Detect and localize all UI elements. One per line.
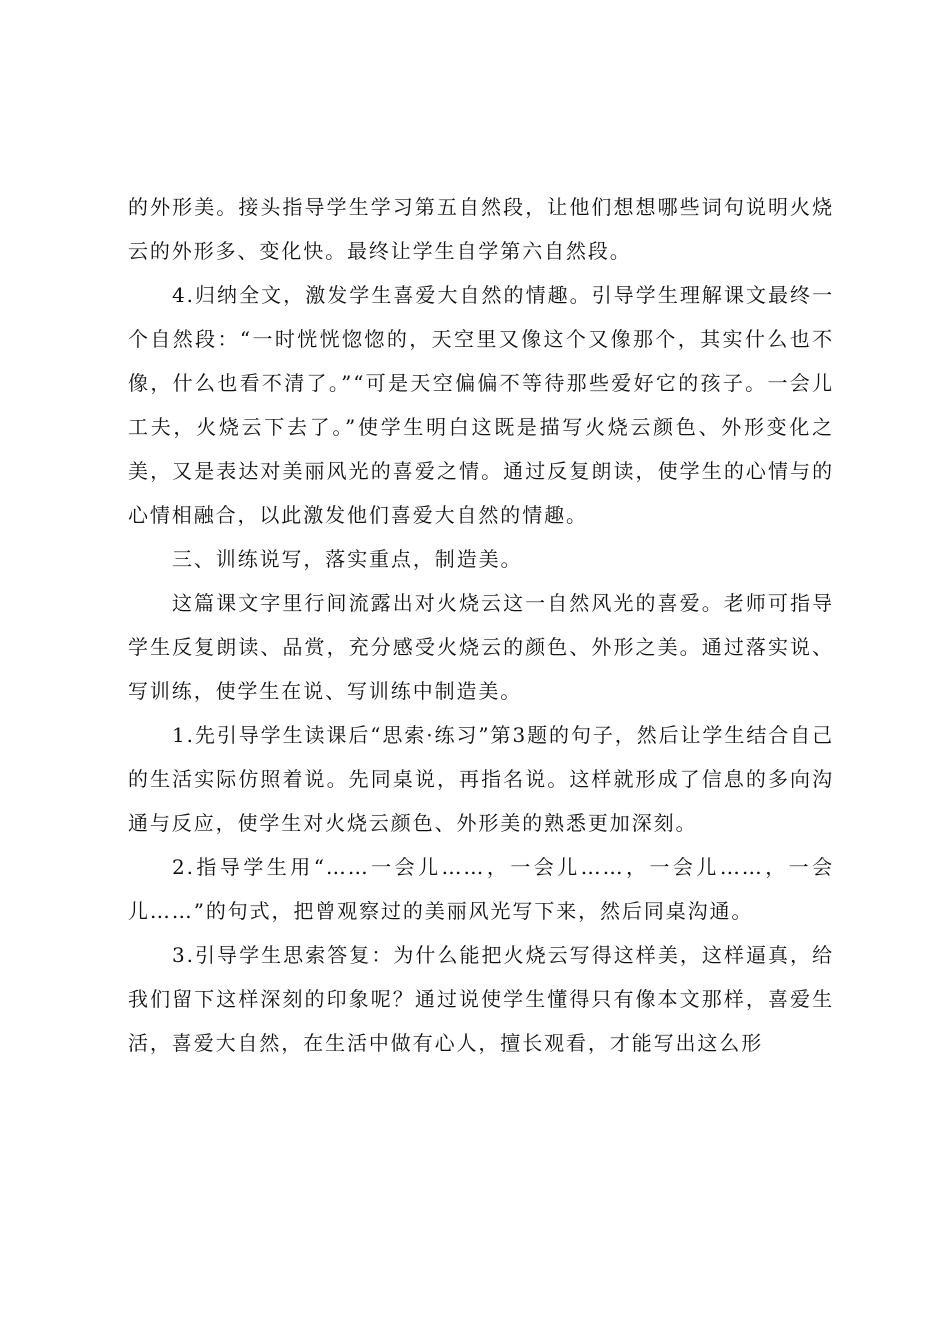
paragraph-item-3: 3.引导学生思索答复：为什么能把火烧云写得这样美，这样逼真，给我们留下这样深刻的印象呢？通过说使学生懂得只有像本文那样，喜爱生活，喜爱大自然，在生活中做有心人，擅长观看，才能写出这么形: [128, 943, 834, 1055]
paragraph-section-3-intro: 这篇课文字里行间流露出对火烧云这一自然风光的喜爱。老师可指导学生反复朗读、品赏，充分感受火烧云的颜色、外形之美。通过落实说、写训练，使学生在说、写训练中制造美。: [128, 591, 834, 703]
document-body: [128, 185, 834, 1065]
section-heading-3: 三、训练说写，落实重点，制造美。: [172, 547, 523, 571]
paragraph-step-4: 4.归纳全文，激发学生喜爱大自然的情趣。引导学生理解课文最终一个自然段：“一时恍恍惚惚的，天空里又像这个又像那个，其实什么也不像，什么也看不清了。”“可是天空偏偏不等待那些爱好它的孩子。一会儿工夫，火烧云下去了。”使学生明白这既是描写火烧云颜色、外形变化之美，又是表达对美丽风光的喜爱之情。通过反复朗读，使学生的心情与的心情相融合，以此激发他们喜爱大自然的情趣。: [128, 283, 834, 527]
paragraph-item-2: 2.指导学生用“……一会儿……，一会儿……，一会儿……，一会儿……”的句式，把曾观察过的美丽风光写下来，然后同桌沟通。: [128, 855, 834, 923]
paragraph-continued: 的外形美。接头指导学生学习第五自然段，让他们想想哪些词句说明火烧云的外形多、变化快。最终让学生自学第六自然段。: [128, 195, 834, 263]
paragraph-item-1: 1.先引导学生读课后“思索·练习”第3题的句子，然后让学生结合自己的生活实际仿照着说。先同桌说，再指名说。这样就形成了信息的多向沟通与反应，使学生对火烧云颜色、外形美的熟悉更加深刻。: [128, 723, 834, 835]
